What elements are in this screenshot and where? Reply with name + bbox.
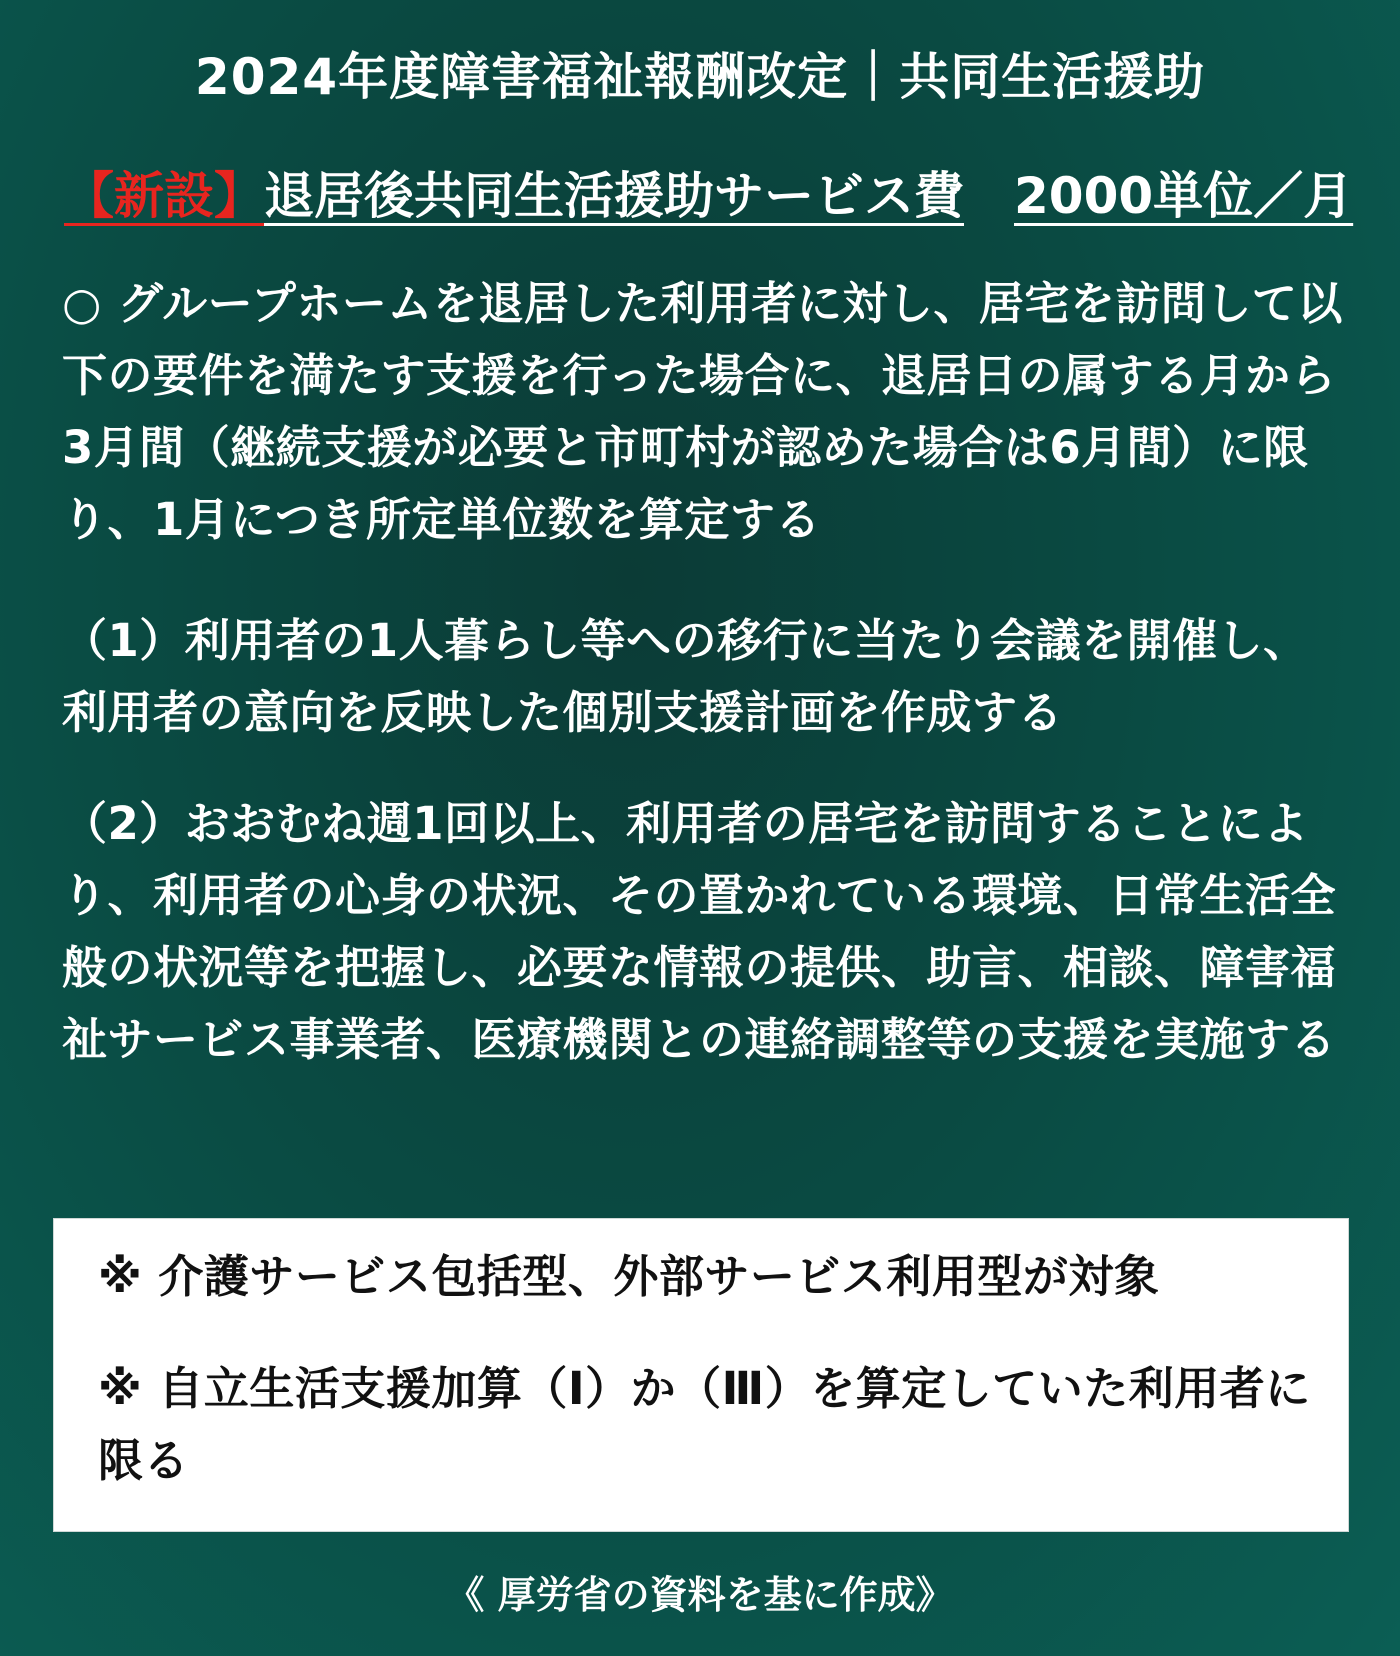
service-name: 退居後共同生活援助サービス費 [264, 167, 964, 225]
note-eligibility: ※ 自立生活支援加算（Ⅰ）か（Ⅲ）を算定していた利用者に限る [98, 1362, 1311, 1487]
note-target-types: ※ 介護サービス包括型、外部サービス利用型が対象 [98, 1250, 1160, 1303]
notes-box [53, 1218, 1349, 1532]
requirement-2: （2）おおむね週1回以上、利用者の居宅を訪問することにより、利用者の心身の状況、その置かれている環境、日常生活全般の状況等を把握し、必要な情報の提供、助言、相談、障害福祉サービス事業者、医療機関との連絡調整等の支援を実施する [62, 797, 1337, 1066]
requirement-1: （1）利用者の1人暮らし等への移行に当たり会議を開催し、利用者の意向を反映した個別支援計画を作成する [62, 614, 1309, 739]
page-title: 2024年度障害福祉報酬改定｜共同生活援助 [194, 48, 1206, 106]
headline [64, 160, 1354, 232]
source-credit: 《 厚労省の資料を基に作成》 [446, 1573, 954, 1617]
intro-paragraph: ○ グループホームを退居した利用者に対し、居宅を訪問して以下の要件を満たす支援を行った場合に、退居日の属する月から3月間（継続支援が必要と市町村が認めた場合は6月間）に限り、1月につき所定単位数を算定する [62, 277, 1343, 546]
new-badge: 【新設】 [64, 167, 264, 225]
unit-count: 2000単位／月 [1014, 167, 1354, 225]
